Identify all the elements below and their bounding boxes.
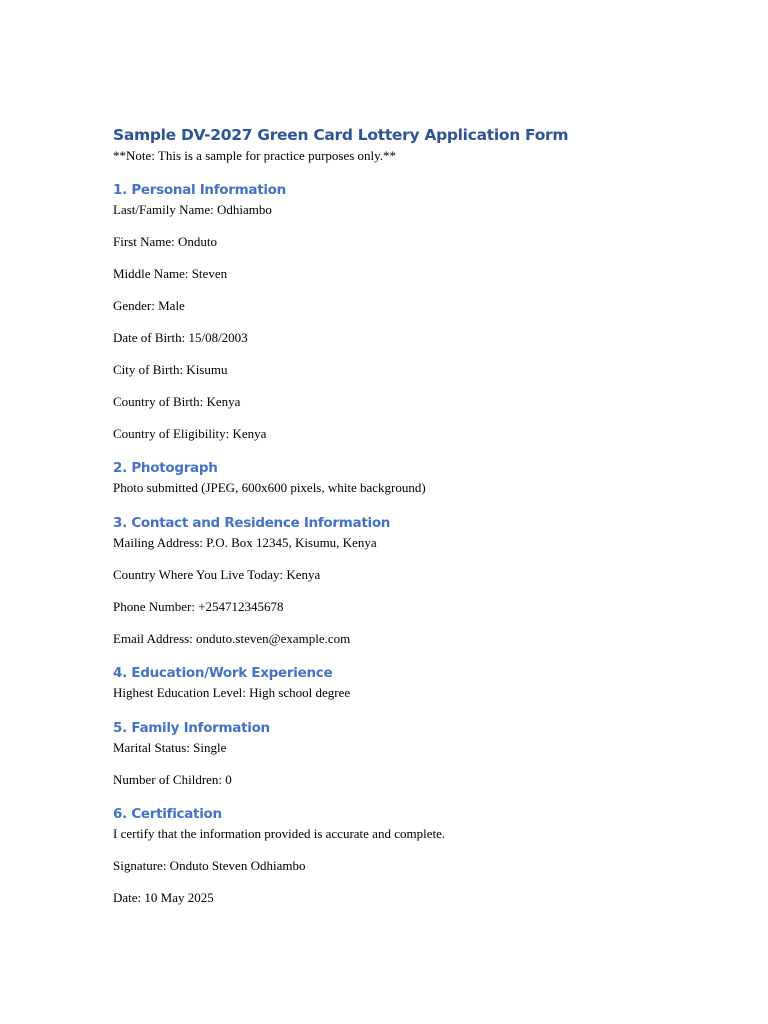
field-country-where-you-live: Country Where You Live Today: Kenya [113,567,321,582]
field-date-of-birth: Date of Birth: 15/08/2003 [113,330,248,345]
field-photo-submitted: Photo submitted (JPEG, 600x600 pixels, white background) [113,480,426,495]
field-phone-number: Phone Number: +254712345678 [113,599,284,614]
section-heading-contact-residence: 3. Contact and Residence Information [113,515,391,531]
section-heading-photograph: 2. Photograph [113,460,218,476]
field-certification-statement: I certify that the information provided is accurate and complete. [113,826,446,841]
section-heading-certification: 6. Certification [113,806,222,822]
field-city-of-birth: City of Birth: Kisumu [113,362,228,377]
field-signature: Signature: Onduto Steven Odhiambo [113,858,306,873]
field-country-of-eligibility: Country of Eligibility: Kenya [113,426,267,441]
field-first-name: First Name: Onduto [113,234,217,249]
document-body [113,124,673,908]
field-last-name: Last/Family Name: Odhiambo [113,202,272,217]
field-mailing-address: Mailing Address: P.O. Box 12345, Kisumu, Kenya [113,535,377,550]
section-heading-education-work: 4. Education/Work Experience [113,665,333,681]
field-country-of-birth: Country of Birth: Kenya [113,394,241,409]
field-middle-name: Middle Name: Steven [113,266,228,281]
section-heading-personal-information: 1. Personal Information [113,182,286,198]
document-note: **Note: This is a sample for practice purposes only.** [113,148,397,163]
field-number-of-children: Number of Children: 0 [113,772,232,787]
field-date: Date: 10 May 2025 [113,890,214,905]
section-heading-family-information: 5. Family Information [113,720,270,736]
field-highest-education: Highest Education Level: High school degree [113,685,351,700]
field-email-address: Email Address: onduto.steven@example.com [113,631,351,646]
field-marital-status: Marital Status: Single [113,740,227,755]
field-gender: Gender: Male [113,298,185,313]
document-title: Sample DV-2027 Green Card Lottery Application Form [113,126,569,144]
